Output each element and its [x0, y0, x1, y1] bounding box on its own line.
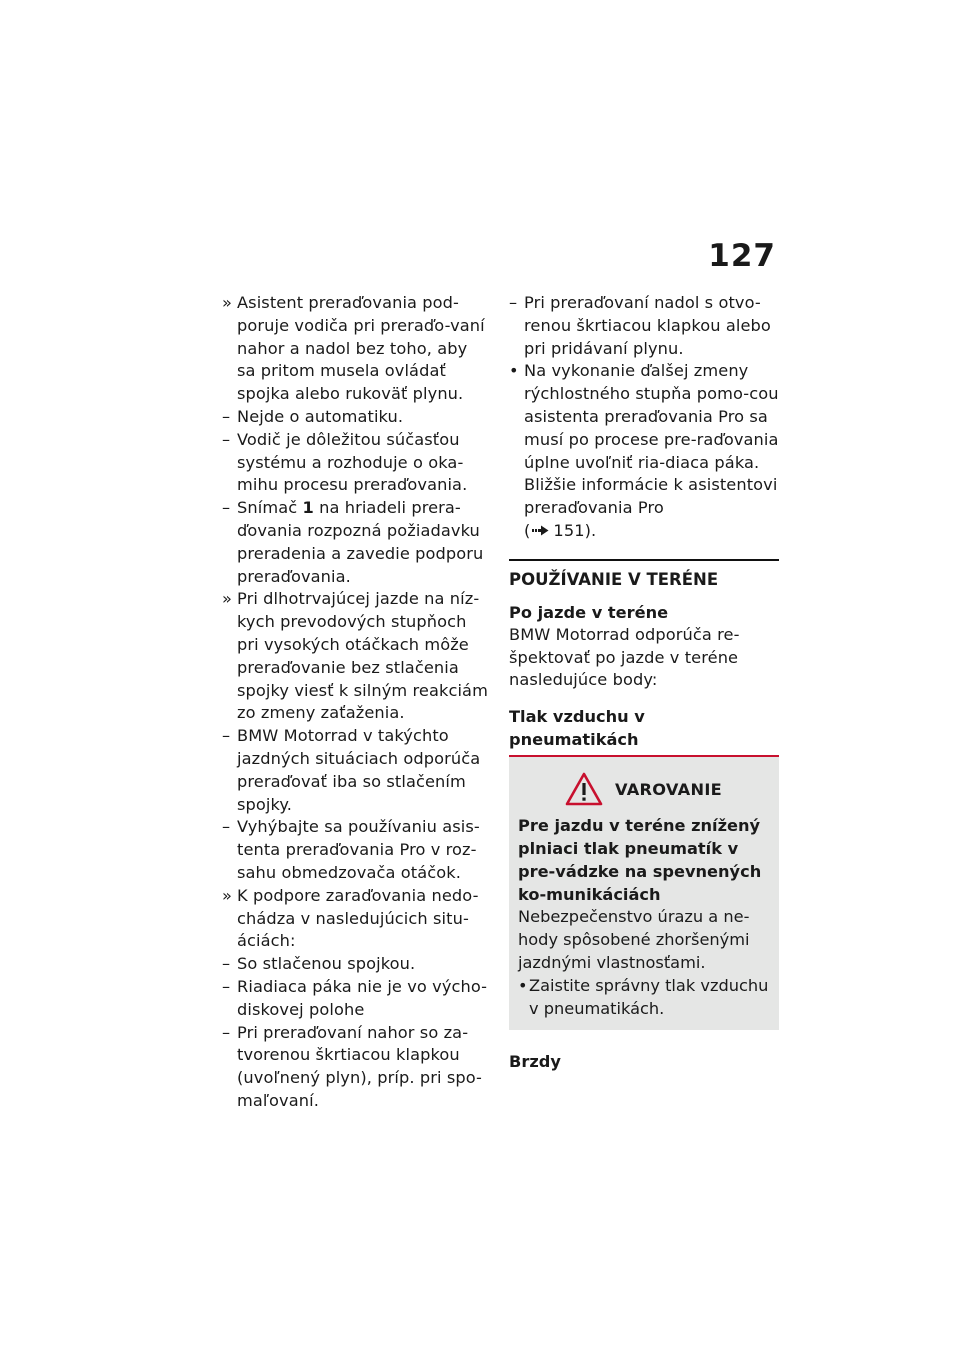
item-marker: – — [222, 954, 231, 974]
left-column — [222, 292, 490, 1113]
item-marker: – — [222, 429, 231, 449]
page-reference[interactable]: 151). — [553, 520, 597, 540]
item-text: Asistent preraďovania pod-poruje vodiča pri preraďo-vaní nahor a nadol bez toho, aby sa pritom musela ovládať spojka alebo rukoväť plynu. — [237, 293, 485, 404]
item-text: Na vykonanie ďalšej zmeny rýchlostného stupňa pomo-cou asistenta preraďovania Pro sa musí po procese pre-raďovania úplne uvoľniť ria-diaca páka. Bližšie informácie k asistentovi preraďovania Pro — [524, 361, 779, 518]
item-marker: » — [222, 885, 233, 905]
item-marker: – — [222, 817, 231, 837]
warning-header — [518, 769, 769, 809]
section-divider — [509, 559, 779, 561]
warning-text: Nebezpečenstvo úrazu a ne-hody spôsobené zhoršenými jazdnými vlastnosťami. — [518, 907, 750, 972]
item-marker: – — [222, 1022, 231, 1042]
list-item — [222, 588, 490, 725]
list-item — [222, 406, 490, 429]
warning-headline: Pre jazdu v teréne znížený plniaci tlak pneumatík v pre-vádzke na spevnených ko-munikáciách — [518, 816, 762, 904]
item-text: BMW Motorrad v takýchto jazdných situáciach odporúča preraďovať iba so stlačením spojky. — [237, 726, 481, 814]
item-text: Pri preraďovaní nadol s otvo-renou škrtiacou klapkou alebo pri pridávaní plynu. — [524, 293, 771, 358]
list-item: • Na vykonanie ďalšej zmeny rýchlostného stupňa pomo-cou asistenta preraďovania Pro sa musí po procese pre-raďovania úplne uvoľniť ria-diaca páka. Bližšie informácie k asistentovi preraďovania Pro ( 151). — [509, 361, 779, 540]
tire-pressure-heading: Tlak vzduchu v pneumatikách — [509, 707, 645, 750]
list-item — [222, 292, 490, 406]
item-text: Nejde o automatiku. — [237, 406, 404, 426]
item-text: Riadiaca páka nie je vo výcho-diskovej polohe — [237, 976, 488, 1019]
item-marker: – — [509, 293, 518, 312]
list-item — [222, 976, 490, 1022]
bullet-icon: • — [518, 975, 528, 995]
brakes-heading: Brzdy — [509, 1052, 561, 1072]
subsection-title: Po jazde v teréne — [509, 602, 669, 622]
item-marker: – — [222, 726, 231, 746]
item-marker: • — [509, 361, 519, 381]
list-item — [222, 885, 490, 953]
item-text: Vodič je dôležitou súčasťou systému a rozhoduje o oka-mihu procesu preraďovania. — [237, 429, 468, 495]
warning-bullet-text: Zaistite správny tlak vzduchu v pneumatikách. — [529, 975, 769, 1018]
item-marker: – — [222, 406, 231, 426]
list-item — [222, 429, 490, 497]
intro-paragraph: BMW Motorrad odporúča re-špektovať po jazde v teréne nasledujúce body: — [509, 624, 740, 690]
reference-number: 1 — [302, 498, 314, 518]
list-item — [222, 497, 490, 588]
item-text: K podpore zaraďovania nedo-chádza v nasledujúcich situ-áciách: — [237, 885, 479, 951]
warning-bullet — [518, 975, 769, 1021]
section-title: POUŽÍVANIE V TERÉNE — [509, 569, 719, 589]
right-column — [509, 292, 779, 1073]
item-text: So stlačenou spojkou. — [237, 954, 416, 974]
item-marker: – — [222, 976, 231, 996]
warning-title: VAROVANIE — [614, 779, 723, 799]
item-marker: » — [222, 589, 233, 609]
page-number: 127 — [708, 238, 776, 274]
item-text: Pri preraďovaní nahor so za-tvorenou škrtiacou klapkou (uvoľnený plyn), príp. pri spo-maľovaní. — [237, 1022, 482, 1110]
arrow-right-icon — [532, 525, 549, 536]
item-text: Vyhýbajte sa používaniu asis-tenta preraďovania Pro v roz-sahu obmedzovača otáčok. — [237, 817, 480, 882]
list-item — [509, 292, 779, 360]
list-item — [222, 816, 490, 884]
list-item — [222, 953, 490, 976]
item-text: Pri dlhotrvajúcej jazde na níz-kych prevodových stupňoch pri vysokých otáčkach môže preraďovanie bez stlačenia spojky viesť k silným reakciám zo zmeny zaťaženia. — [237, 589, 488, 723]
warning-triangle-icon — [565, 772, 603, 806]
warning-box — [509, 755, 779, 1030]
item-text: Snímač — [237, 498, 303, 518]
item-marker: – — [222, 498, 231, 518]
list-item — [222, 725, 490, 816]
item-text: na hriadeli prera-ďovania rozpozná požiadavku preradenia a zavedie podporu preraďovania. — [237, 498, 484, 586]
list-item — [222, 1022, 490, 1113]
item-marker: » — [222, 293, 233, 312]
